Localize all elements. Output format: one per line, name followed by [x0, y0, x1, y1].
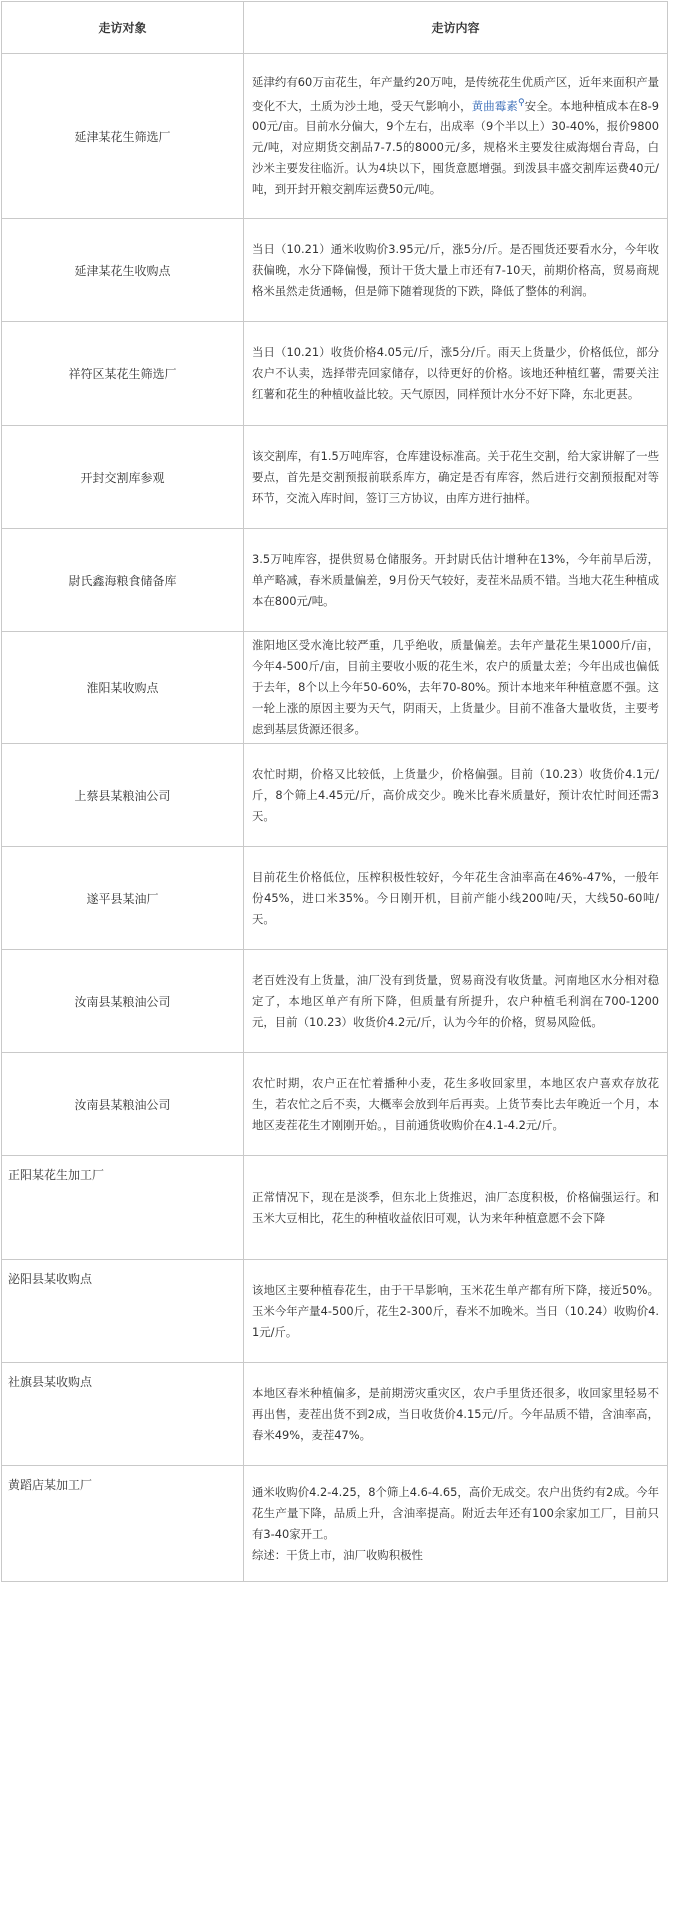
table-row: [2, 322, 668, 426]
visit-object: 遂平县某油厂: [2, 847, 244, 950]
visit-content: 老百姓没有上货量，油厂没有到货量，贸易商没有收货量。河南地区水分相对稳定了，本地区单产有所下降，但质量有所提升，农户种植毛利润在700-1200元，目前（10.23）收货价4.2元/斤，认为今年的价格，贸易风险低。: [244, 950, 668, 1053]
table-row: [2, 1053, 668, 1156]
visit-object: 延津某花生收购点: [2, 219, 244, 322]
visit-content: [244, 1466, 668, 1582]
visit-table-container: [1, 1, 668, 1582]
visit-content: 该地区主要种植春花生，由于干旱影响，玉米花生单产都有所下降，接近50%。玉米今年产量4-500斤，花生2-300斤，春米不加晚米。当日（10.24）收购价4.1元/斤。: [244, 1260, 668, 1363]
header-visit-object: 走访对象: [2, 2, 244, 54]
keyword-link[interactable]: 黄曲霉素: [471, 98, 518, 113]
content-text: 安全。本地种植成本在8-900元/亩。目前水分偏大，9个左右，出成率（9个半以上）30-40%，报价9800元/吨，对应期货交割品7-7.5的8000元/多，规格米主要发往威海烟台青岛，白沙米主要发往临沂。认为4块以下，囤货意愿增强。到泼县丰盛交割库运费40元/吨，到开封开粮交割库运费50元/吨。: [252, 98, 659, 197]
table-row: [2, 1466, 668, 1582]
visit-object: 正阳某花生加工厂: [2, 1156, 244, 1260]
search-icon[interactable]: ⚲: [517, 97, 525, 108]
visit-object: 社旗县某收购点: [2, 1363, 244, 1466]
table-row: [2, 847, 668, 950]
visit-table: [1, 1, 668, 1582]
visit-content: 农忙时期，农户正在忙着播种小麦，花生多收回家里，本地区农户喜欢存放花生，若农忙之后不卖，大概率会放到年后再卖。上货节奏比去年晚近一个月，本地区麦茬花生才刚刚开始。，目前通货收购价在4.1-4.2元/斤。: [244, 1053, 668, 1156]
table-row: [2, 54, 668, 219]
table-row: [2, 426, 668, 529]
table-row: [2, 529, 668, 632]
visit-object: 黄蹈店某加工厂: [2, 1466, 244, 1582]
visit-content: 正常情况下，现在是淡季，但东北上货推迟，油厂态度积极，价格偏强运行。和玉米大豆相比，花生的种植收益依旧可观，认为来年种植意愿不会下降: [244, 1156, 668, 1260]
table-row: [2, 1156, 668, 1260]
visit-object: 尉氏鑫海粮食储备库: [2, 529, 244, 632]
visit-object: 淮阳某收购点: [2, 632, 244, 744]
visit-content: 目前花生价格低位，压榨积极性较好，今年花生含油率高在46%-47%，一般年份45%，进口米35%。今日刚开机，目前产能小线200吨/天，大线50-60吨/天。: [244, 847, 668, 950]
visit-object: 汝南县某粮油公司: [2, 1053, 244, 1156]
table-row: [2, 950, 668, 1053]
visit-content: 当日（10.21）收货价格4.05元/斤，涨5分/斤。雨天上货量少，价格低位，部分农户不认卖，选择带壳回家储存，以待更好的价格。该地还种植红薯，需要关注红薯和花生的种植收益比较。天气原因，同样预计水分不好下降，东北更甚。: [244, 322, 668, 426]
visit-object: 汝南县某粮油公司: [2, 950, 244, 1053]
header-visit-content: 走访内容: [244, 2, 668, 54]
visit-object: 祥符区某花生筛选厂: [2, 322, 244, 426]
visit-content: 淮阳地区受水淹比较严重，几乎绝收，质量偏差。去年产量花生果1000斤/亩，今年4-500斤/亩，目前主要收小贩的花生米，农户的质量太差；今年出成也偏低于去年，8个以上今年50-60%，去年70-80%。预计本地来年种植意愿不强。这一轮上涨的原因主要为天气，阴雨天，上货量少。目前不准备大量收货，主要考虑到基层货源还很多。: [244, 632, 668, 744]
visit-object: 开封交割库参观: [2, 426, 244, 529]
visit-content: 该交割库，有1.5万吨库容，仓库建设标准高。关于花生交割，给大家讲解了一些要点，首先是交割预报前联系库方，确定是否有库容，然后进行交割预报配对等环节，交流入库时间，签订三方协议，由库方进行抽样。: [244, 426, 668, 529]
visit-content: 当日（10.21）通米收购价3.95元/斤，涨5分/斤。是否囤货还要看水分，今年收获偏晚，水分下降偏慢，预计干货大量上市还有7-10天，前期价格高，贸易商规格米虽然走货通畅，但是筛下随着现货的下跌，降低了整体的利润。: [244, 219, 668, 322]
visit-content: [244, 54, 668, 219]
table-row: [2, 1363, 668, 1466]
content-text: 延津约有60万亩花生，年产量约20万吨，是传统花生优质产区，近年来面积产量变化不大，土质为沙土地，受天气影响小，: [252, 74, 659, 113]
visit-object: 延津某花生筛选厂: [2, 54, 244, 219]
content-text: 通米收购价4.2-4.25，8个筛上4.6-4.65，高价无成交。农户出货约有2成。今年花生产量下降，品质上升，含油率提高。附近去年还有100余家加工厂，目前只有3-40家开工。: [252, 1484, 659, 1541]
summary-text: 综述：干货上市，油厂收购积极性: [252, 1547, 423, 1562]
visit-content: 3.5万吨库容，提供贸易仓储服务。开封尉氏估计增种在13%，今年前旱后涝，单产略减，春米质量偏差，9月份天气较好，麦茬米品质不错。当地大花生种植成本在800元/吨。: [244, 529, 668, 632]
table-row: [2, 1260, 668, 1363]
visit-content: 本地区春米种植偏多，是前期涝灾重灾区，农户手里货还很多，收回家里轻易不再出售，麦茬出货不到2成，当日收货价4.15元/斤。今年品质不错，含油率高，春米49%，麦茬47%。: [244, 1363, 668, 1466]
header-row: [2, 2, 668, 54]
visit-content: 农忙时期，价格又比较低，上货量少，价格偏强。目前（10.23）收货价4.1元/斤，8个筛上4.45元/斤，高价成交少。晚米比春米质量好，预计农忙时间还需3天。: [244, 744, 668, 847]
visit-object: 泌阳县某收购点: [2, 1260, 244, 1363]
table-row: [2, 632, 668, 744]
table-row: [2, 744, 668, 847]
visit-object: 上蔡县某粮油公司: [2, 744, 244, 847]
table-row: [2, 219, 668, 322]
